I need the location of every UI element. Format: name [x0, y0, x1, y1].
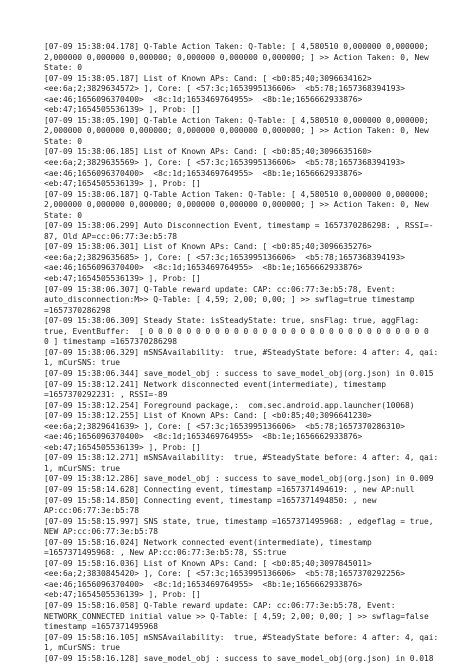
log-text-block — [44, 42, 444, 664]
log-line: [07-09 15:58:14.850] Connecting event, timestamp =1657371494850: , new — [44, 495, 377, 505]
log-line: <ae:46;1656096370400> <8c:1d;1653469764955> <8b:1e;1656662933876> — [44, 432, 363, 442]
log-line: [07-09 15:38:12.271] mSNSAvailability: true, #SteadyState before: 4 after: 4, qai: — [44, 453, 439, 463]
log-line: <eb:47;1654505536139> ], Prob: [] — [44, 590, 201, 600]
log-line: =1657371495968: , New AP:cc:06:77:3e:b5:78, SS:true — [44, 548, 287, 558]
log-line: [07-09 15:38:06.329] mSNSAvailability: true, #SteadyState before: 4 after: 4, qai: — [44, 347, 439, 357]
log-line: [07-09 15:38:06.185] List of Known APs: Cand: [ <b0:85;40;3096635160> — [44, 147, 372, 157]
log-line: [07-09 15:38:06.344] save_model_obj : success to save_model_obj(org.json) in 0.015 — [44, 368, 434, 378]
log-line: <ae:46;1656096370400> <8c:1d;1653469764955> <8b:1e;1656662933876> — [44, 94, 363, 104]
log-line: [07-09 15:38:06.307] Q-Table reward update: CAP: cc:06:77:3e:b5:78, Event: — [44, 284, 396, 294]
log-line: 2,000000 0,000000 0,000000; 0,000000 0,000000 0,000000; ] >> Action Taken: 0, New — [44, 126, 429, 136]
log-line: [07-09 15:58:16.105] mSNSAvailability: true, #SteadyState before: 4 after: 4, qai: — [44, 632, 439, 642]
log-line: [07-09 15:38:05.190] Q-Table Action Taken: Q-Table: [ 4,580510 0,000000 0,000000; — [44, 115, 429, 125]
log-line: [07-09 15:38:06.187] Q-Table Action Taken: Q-Table: [ 4,580510 0,000000 0,000000; — [44, 189, 429, 199]
log-line: [07-09 15:58:15.997] SNS state, true, timestamp =1657371495968: , edgeflag = true, — [44, 516, 434, 526]
log-line: [07-09 15:38:12.254] Foreground package,: com.sec.android.app.launcher(10068) — [44, 400, 415, 410]
log-line: [07-09 15:38:04.178] Q-Table Action Taken: Q-Table: [ 4,580510 0,000000 0,000000; — [44, 42, 429, 51]
log-line: <ee:6a;2;3829634572> ], Core: [ <57:3c;1653995136606> <b5:78;1657368394193> — [44, 84, 406, 94]
log-line: 0 ] timestamp =1657370286298 — [44, 337, 178, 347]
log-line: timestamp =1657371495968 — [44, 622, 159, 632]
log-line: [07-09 15:58:16.058] Q-Table reward update: CAP: cc:06:77:3e:b5:78, Event: — [44, 600, 396, 610]
log-line: <eb:47;1654505536139> ], Prob: [] — [44, 179, 201, 189]
log-line: [07-09 15:58:14.628] Connecting event, timestamp =1657371494619: , new AP:null — [44, 484, 415, 494]
log-line: AP:cc:06:77:3e:b5:78 — [44, 506, 140, 516]
log-line: [07-09 15:58:16.024] Network connected event(intermediate), timestamp — [44, 537, 372, 547]
log-line: 1, mCurSNS: true — [44, 463, 121, 473]
log-line: =1657370292231: , RSSI=-89 — [44, 390, 168, 400]
log-line: [07-09 15:38:12.286] save_model_obj : success to save_model_obj(org.json) in 0.009 — [44, 474, 434, 484]
log-line: [07-09 15:58:16.128] save_model_obj : success to save_model_obj(org.json) in 0.018 — [44, 653, 434, 663]
log-line: 2,000000 0,000000 0,000000; 0,000000 0,000000 0,000000; ] >> Action Taken: 0, New — [44, 52, 429, 62]
log-line: [07-09 15:38:06.309] Steady State: isSteadyState: true, snsFlag: true, aggFlag: — [44, 316, 420, 326]
log-line: 2,000000 0,000000 0,000000; 0,000000 0,000000 0,000000; ] >> Action Taken: 0, New — [44, 200, 429, 210]
log-line: <ee:6a;2;3829641639> ], Core: [ <57:3c;1653995136606> <b5:78;1657370286310> — [44, 421, 406, 431]
log-line: State: 0 — [44, 136, 83, 146]
log-line: State: 0 — [44, 210, 83, 220]
log-line: 87, Old AP=cc:06:77:3e:b5:78 — [44, 231, 178, 241]
log-line: State: 0 — [44, 63, 83, 73]
log-line: NETWORK_CONNECTED initial value >> Q-Table: [ 4,59; 2,00; 0,00; ] >> swflag=false — [44, 611, 429, 621]
log-line: <eb:47;1654505536139> ], Prob: [] — [44, 105, 201, 115]
log-line: <ae:46;1656096370400> <8c:1d;1653469764955> <8b:1e;1656662933876> — [44, 168, 363, 178]
log-line: 1, mCurSNS: true — [44, 358, 121, 368]
log-line: auto_disconnection:M>> Q-Table: [ 4,59; 2,00; 0,00; ] >> swflag=true timestamp — [44, 295, 415, 305]
log-line: <ee:6a;2;3829635569> ], Core: [ <57:3c;1653995136606> <b5:78;1657368394193> — [44, 158, 406, 168]
log-line: =1657370286298 — [44, 305, 111, 315]
log-line: NEW AP:cc:06:77:3e:b5:78 — [44, 527, 159, 537]
log-line: [07-09 15:38:12.241] Network disconnected event(intermediate), timestamp — [44, 379, 387, 389]
log-line: <eb:47;1654505536139> ], Prob: [] — [44, 442, 201, 452]
log-line: [07-09 15:38:06.301] List of Known APs: Cand: [ <b0:85;40;3096635276> — [44, 242, 372, 252]
log-line: [07-09 15:58:16.036] List of Known APs: Cand: [ <b0:85;40;3097845011> — [44, 558, 372, 568]
log-line: [07-09 15:38:05.187] List of Known APs: Cand: [ <b0:85;40;3096634162> — [44, 73, 372, 83]
log-line: [07-09 15:38:12.255] List of Known APs: Cand: [ <b0:85;40;3096641230> — [44, 411, 372, 421]
log-line: <ee:6a;2;3829635685> ], Core: [ <57:3c;1653995136606> <b5:78;1657368394193> — [44, 252, 406, 262]
log-line: <eb:47;1654505536139> ], Prob: [] — [44, 274, 201, 284]
log-line: [07-09 15:38:06.299] Auto Disconnection Event, timestamp = 1657370286298: , RSSI=- — [44, 221, 434, 231]
log-line: 1, mCurSNS: true — [44, 643, 121, 653]
log-line: <ee:6a;2;3830845420> ], Core: [ <57:3c;1653995136606> <b5:78;1657370292256> — [44, 569, 406, 579]
log-line: <ae:46;1656096370400> <8c:1d;1653469764955> <8b:1e;1656662933876> — [44, 263, 363, 273]
log-line: <ae:46;1656096370400> <8c:1d;1653469764955> <8b:1e;1656662933876> — [44, 579, 363, 589]
log-line: true, EventBuffer: [ 0 0 0 0 0 0 0 0 0 0 0 0 0 0 0 0 0 0 0 0 0 0 0 0 0 0 0 0 0 0 — [44, 326, 429, 336]
